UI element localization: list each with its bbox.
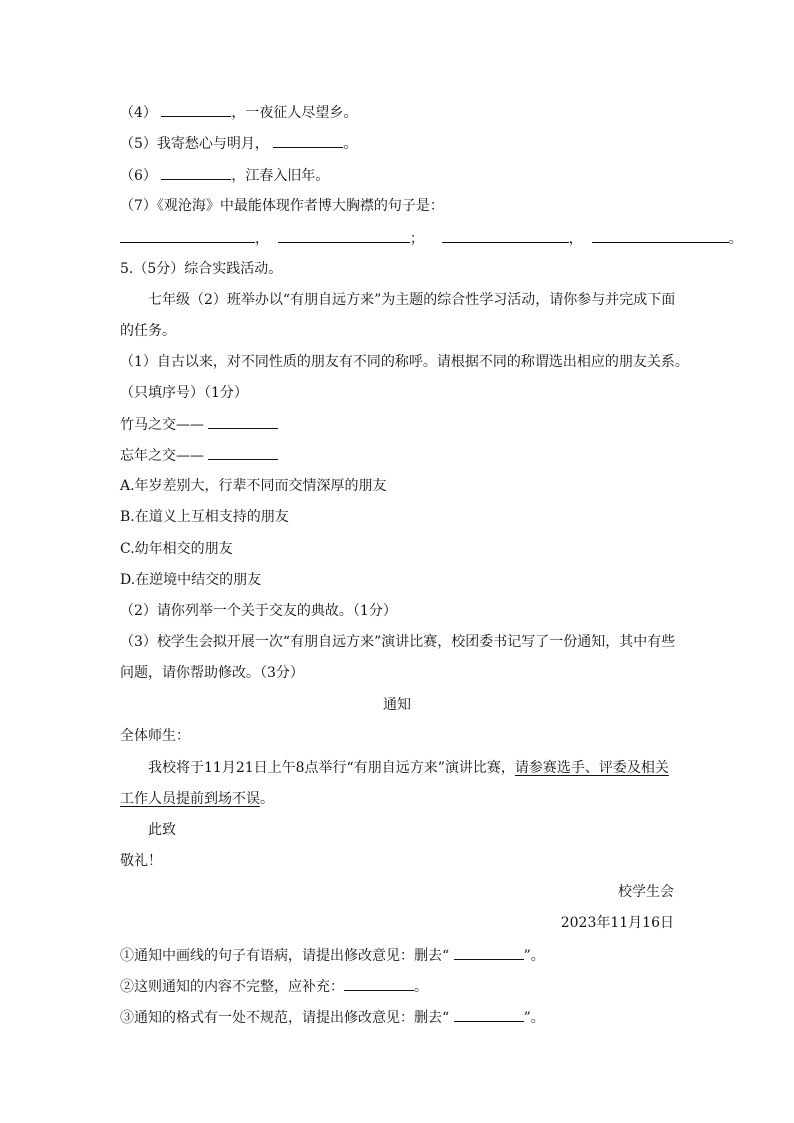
question-5-intro-line2: 的任务。 xyxy=(120,323,176,339)
answer-blank[interactable] xyxy=(454,1007,524,1022)
notice-greeting: 全体师生： xyxy=(120,728,190,744)
task-1 xyxy=(120,945,545,966)
answer-blank[interactable] xyxy=(592,228,729,243)
underlined-sentence: 工作人员提前到场不误 xyxy=(120,791,260,807)
task-3 xyxy=(120,1007,545,1028)
underlined-sentence: 请参赛选手、评委及相关 xyxy=(514,760,669,776)
match-label: 竹马之交—— xyxy=(120,417,204,433)
option-a: A.年岁差别大，行辈不同而交情深厚的朋友 xyxy=(120,478,387,494)
match-item-1 xyxy=(120,414,278,435)
poem-6-text: ，江春入旧年。 xyxy=(231,168,330,184)
notice-body-line2 xyxy=(120,789,274,809)
sub-question-2: （2）请你列举一个关于交友的典故。（1分） xyxy=(120,603,397,619)
sub-question-1-note: （只填序号）（1分） xyxy=(120,385,248,401)
poem-line-7 xyxy=(120,196,444,216)
task-1-text: ①通知中画线的句子有语病，请提出修改意见：删去“ xyxy=(120,948,450,964)
option-d: D.在逆境中结交的朋友 xyxy=(120,572,262,588)
poem-5-text: （5）我寄愁心与明月， xyxy=(120,136,269,152)
answer-blank[interactable] xyxy=(344,976,414,991)
separator: 。 xyxy=(728,231,743,247)
answer-blank[interactable] xyxy=(273,133,343,148)
notice-date: 2023年11月16日 xyxy=(560,915,674,931)
notice-closing-1: 此致 xyxy=(148,822,176,838)
poem-5-end: 。 xyxy=(343,136,358,152)
answer-blank[interactable] xyxy=(442,228,569,243)
task-2-end: 。 xyxy=(414,979,428,995)
poem-7-answer-line xyxy=(120,228,743,249)
answer-blank[interactable] xyxy=(278,228,410,243)
sub-question-3-line1: （3）校学生会拟开展一次“有朋自远方来”演讲比赛，校团委书记写了一份通知，其中有些 xyxy=(120,634,676,650)
notice-title: 通知 xyxy=(383,697,411,713)
answer-blank[interactable] xyxy=(120,228,255,243)
option-c: C.幼年相交的朋友 xyxy=(120,541,233,557)
notice-closing-2: 敬礼！ xyxy=(120,853,162,869)
poem-7-text: （7）《观沧海》中最能体现作者博大胸襟的句子是： xyxy=(120,198,444,214)
task-2 xyxy=(120,976,428,997)
sub-question-3-line2: 问题，请你帮助修改。（3分） xyxy=(120,665,304,681)
sub-question-1: （1）自古以来，对不同性质的朋友有不同的称呼。请根据不同的称谓选出相应的朋友关系。 xyxy=(120,354,689,370)
answer-blank[interactable] xyxy=(208,445,278,460)
separator: ， xyxy=(568,231,583,247)
poem-line-4 xyxy=(120,102,357,123)
answer-blank[interactable] xyxy=(161,165,231,180)
notice-body-end: 。 xyxy=(260,791,274,807)
answer-blank[interactable] xyxy=(208,414,278,429)
match-item-2 xyxy=(120,445,278,466)
notice-body-line1 xyxy=(148,758,669,778)
answer-blank[interactable] xyxy=(161,102,231,117)
task-3-text: ③通知的格式有一处不规范，请提出修改意见：删去“ xyxy=(120,1010,450,1026)
task-3-end: ”。 xyxy=(523,1010,545,1026)
option-b: B.在道义上互相支持的朋友 xyxy=(120,509,289,525)
answer-blank[interactable] xyxy=(454,945,524,960)
poem-4-number: （4） xyxy=(120,105,157,121)
question-5-title: 5.（5分）综合实践活动。 xyxy=(120,261,283,277)
poem-6-number: （6） xyxy=(120,168,157,184)
question-5-intro-line1: 七年级（2）班举办以“有朋自远方来”为主题的综合性学习活动，请你参与并完成下面 xyxy=(148,292,676,308)
separator: ； xyxy=(409,231,424,247)
poem-line-5 xyxy=(120,133,357,154)
task-1-end: ”。 xyxy=(523,948,545,964)
separator: ， xyxy=(255,231,269,247)
notice-body-text: 我校将于11月21日上午8点举行“有朋自远方来”演讲比赛， xyxy=(148,760,515,776)
notice-signer: 校学生会 xyxy=(618,884,674,900)
poem-line-6 xyxy=(120,165,329,186)
match-label: 忘年之交—— xyxy=(120,448,204,464)
task-2-text: ②这则通知的内容不完整，应补充： xyxy=(120,979,344,995)
poem-4-text: ，一夜征人尽望乡。 xyxy=(231,105,358,121)
